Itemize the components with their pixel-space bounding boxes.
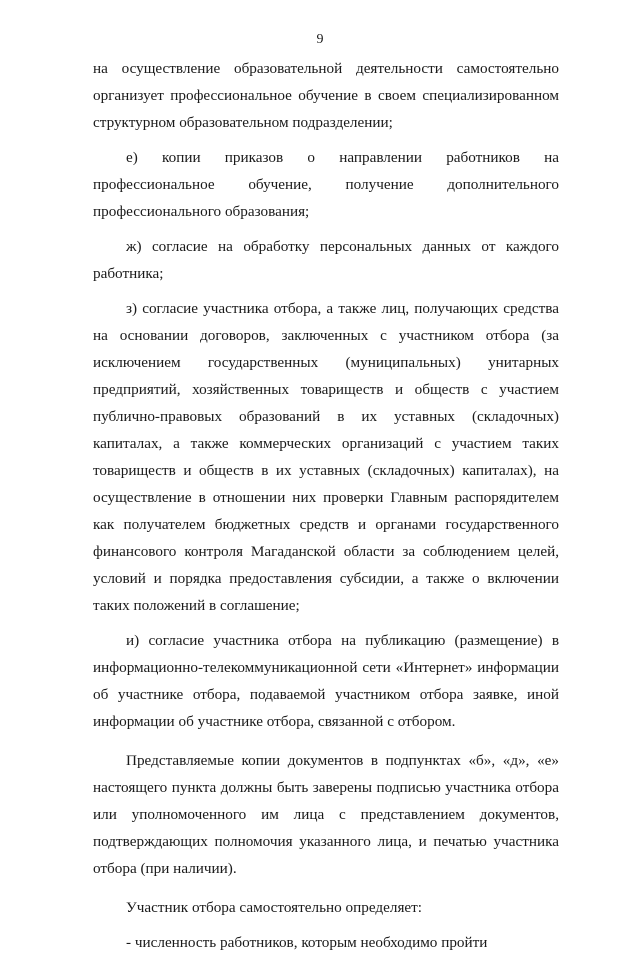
list-item-e: е) копии приказов о направлении работников на профессиональное обучение, получение дополнительного профессионального образования; <box>93 149 559 220</box>
paragraph-copies-note: Представляемые копии документов в подпунктах «б», «д», «е» настоящего пункта должны быть заверены подписью участника отбора или уполномоченного им лица с представлением документов, подтверждающих полномочия указанного лица, и печатью участника отбора (при наличии). <box>93 752 559 877</box>
document-body <box>93 55 559 956</box>
list-item-zh: ж) согласие на обработку персональных данных от каждого работника; <box>93 238 559 282</box>
paragraph-continuation: на осуществление образовательной деятельности самостоятельно организует профессиональное обучение в своем специализированном структурном образовательном подразделении; <box>93 60 559 131</box>
page-number: 9 <box>316 32 324 47</box>
paragraph-self-determines: Участник отбора самостоятельно определяет: <box>126 899 423 916</box>
list-item-z: з) согласие участника отбора, а также лиц, получающих средства на основании договоров, заключенных с участником отбора (за исключением государственных (муниципальных) унитарных предприятий, хозяйственных товариществ и обществ с участием публично-правовых образований в их уставных (складочных) капиталах, а также коммерческих организаций с участием таких товариществ и обществ в их уставных (складочных) капиталах), на осуществление в отношении них проверки Главным распорядителем как получателем бюджетных средств и органами государственного финансового контроля Магаданской области за соблюдением целей, условий и порядка предоставления субсидии, а также о включении таких положений в соглашение; <box>93 300 559 614</box>
list-item-dash: - численность работников, которым необходимо пройти <box>126 934 488 951</box>
list-item-i: и) согласие участника отбора на публикацию (размещение) в информационно-телекоммуникационной сети «Интернет» информации об участнике отбора, подаваемой участником отбора заявке, иной информации об участнике отбора, связанной с отбором. <box>93 632 559 730</box>
